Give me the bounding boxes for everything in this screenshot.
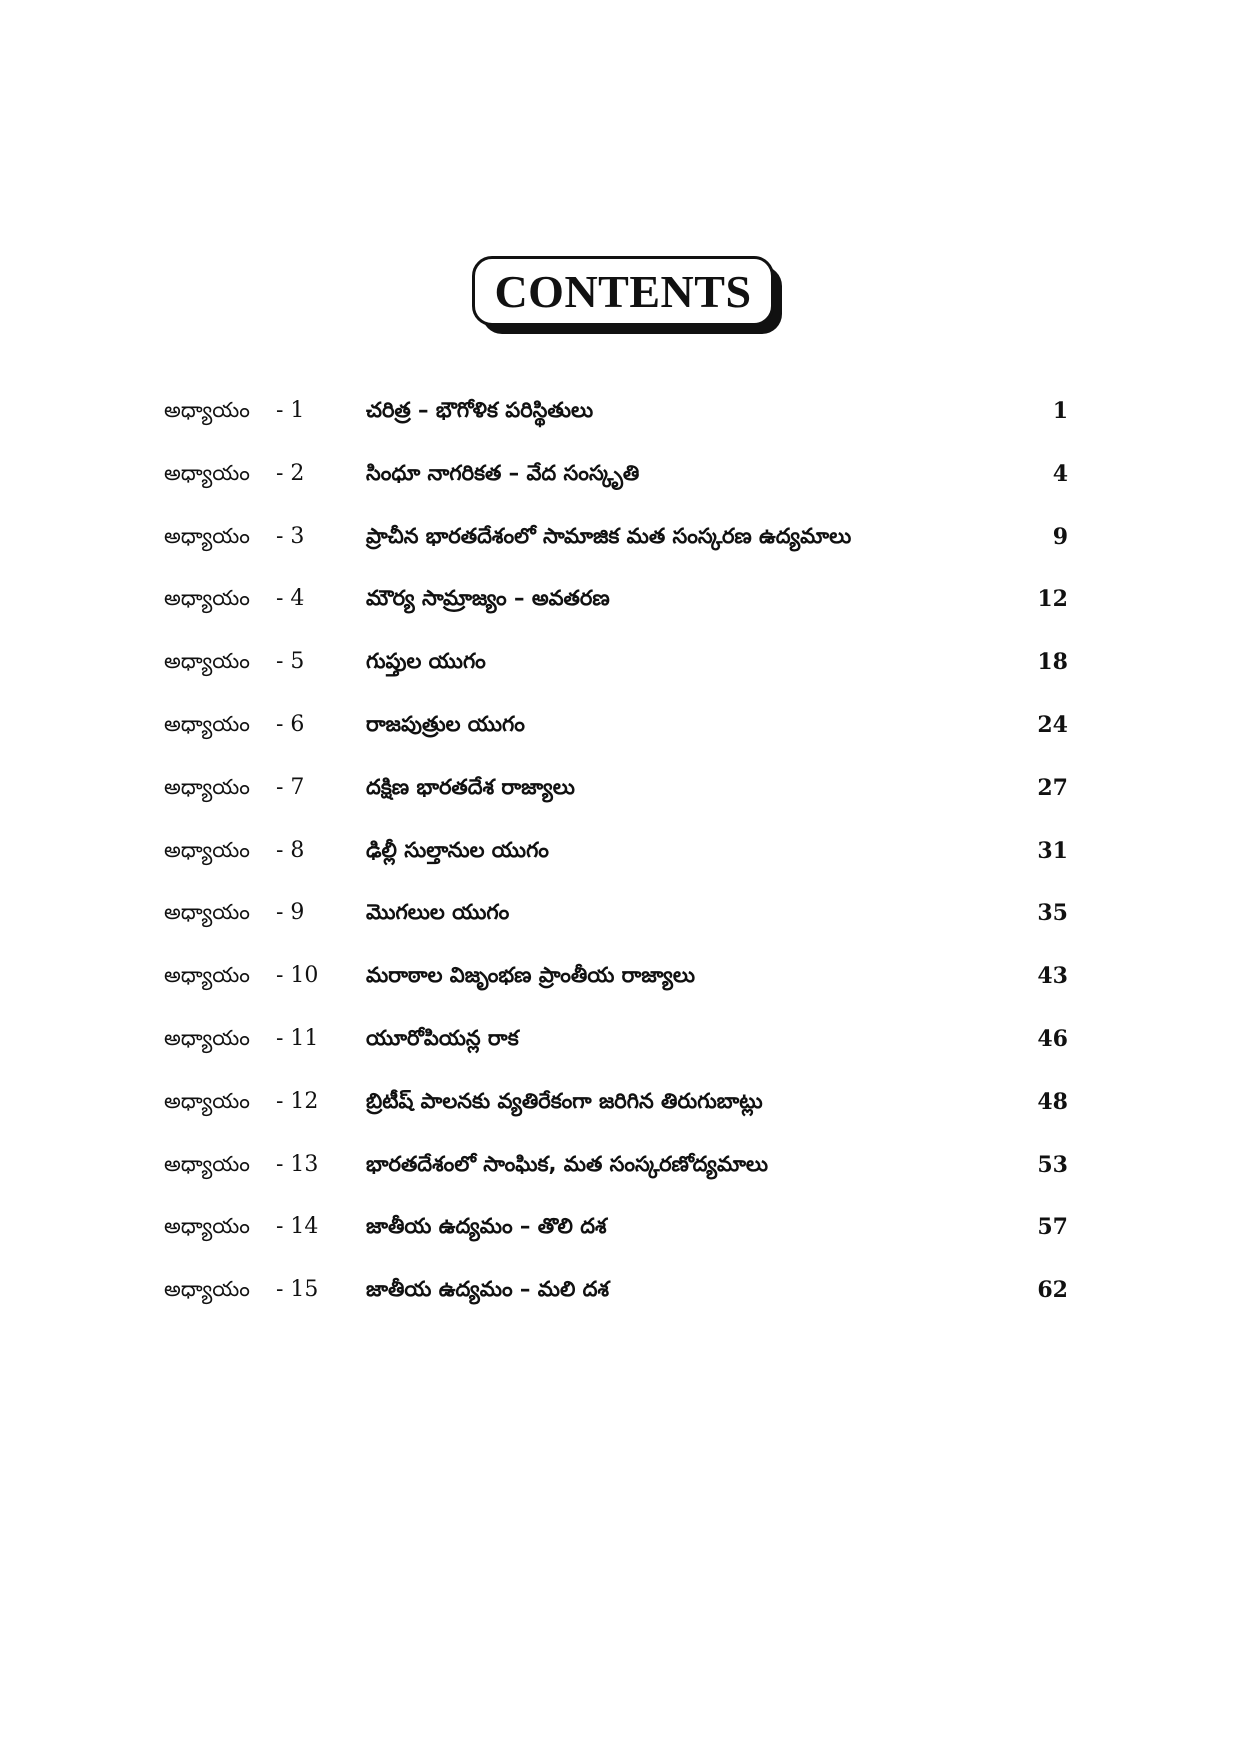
chapter-label: అధ్యాయం bbox=[164, 1277, 250, 1302]
chapter-label: అధ్యాయం bbox=[164, 586, 250, 611]
page-number: 53 bbox=[1037, 1151, 1068, 1178]
chapter-number: - 1 bbox=[276, 398, 305, 423]
chapter-label: అధ్యాయం bbox=[164, 1088, 250, 1113]
chapter-title: ప్రాచీన భారతదేశంలో సామాజిక మత సంస్కరణ ఉద్యమాలు bbox=[366, 523, 852, 548]
chapter-title: భారతదేశంలో సాంఘిక, మత సంస్కరణోద్యమాలు bbox=[366, 1151, 769, 1176]
chapter-number: - 5 bbox=[276, 649, 305, 675]
chapter-label: అధ్యాయం bbox=[164, 398, 250, 422]
chapter-number: - 13 bbox=[276, 1151, 319, 1177]
chapter-number: - 4 bbox=[276, 586, 305, 612]
chapter-number: - 15 bbox=[276, 1277, 319, 1303]
toc-entry[interactable] bbox=[164, 1089, 1068, 1152]
page-number: 48 bbox=[1037, 1088, 1068, 1115]
chapter-title: చరిత్ర – భౌగోళిక పరిస్థితులు bbox=[366, 398, 594, 422]
toc-entry[interactable] bbox=[164, 524, 1068, 587]
chapter-number: - 11 bbox=[276, 1025, 319, 1051]
chapter-number: - 3 bbox=[276, 523, 305, 549]
page-number: 1 bbox=[1052, 398, 1068, 424]
page-number: 62 bbox=[1037, 1277, 1068, 1304]
chapter-title: ఢిల్లీ సుల్తానుల యుగం bbox=[366, 837, 549, 862]
page-number: 24 bbox=[1037, 711, 1068, 738]
page-number: 35 bbox=[1037, 900, 1068, 927]
chapter-label: అధ్యాయం bbox=[164, 649, 250, 674]
page-number: 57 bbox=[1037, 1214, 1068, 1241]
toc-entry[interactable] bbox=[164, 1214, 1068, 1277]
toc-entry[interactable] bbox=[164, 1277, 1068, 1340]
page-number: 9 bbox=[1052, 523, 1068, 550]
chapter-label: అధ్యాయం bbox=[164, 900, 250, 925]
chapter-label: అధ్యాయం bbox=[164, 1025, 250, 1050]
chapter-title: సింధూ నాగరికత – వేద సంస్కృతి bbox=[366, 460, 640, 485]
chapter-number: - 6 bbox=[276, 711, 305, 737]
heading-frame bbox=[472, 256, 774, 326]
contents-heading-box bbox=[472, 256, 780, 332]
toc-entry[interactable] bbox=[164, 775, 1068, 838]
chapter-number: - 9 bbox=[276, 900, 305, 926]
toc-entry[interactable] bbox=[164, 649, 1068, 712]
page-number: 31 bbox=[1037, 837, 1068, 864]
chapter-label: అధ్యాయం bbox=[164, 1151, 250, 1176]
chapter-number: - 10 bbox=[276, 963, 319, 989]
toc-entry[interactable] bbox=[164, 1152, 1068, 1215]
page-number: 27 bbox=[1037, 774, 1068, 801]
chapter-title: జాతీయ ఉద్యమం – మలి దశ bbox=[366, 1277, 610, 1302]
chapter-title: బ్రిటీష్ పాలనకు వ్యతిరేకంగా జరిగిన తిరుగుబాట్లు bbox=[366, 1088, 763, 1113]
page-number: 18 bbox=[1037, 649, 1068, 676]
chapter-number: - 14 bbox=[276, 1214, 319, 1240]
table-of-contents bbox=[164, 398, 1068, 1340]
chapter-title: దక్షిణ భారతదేశ రాజ్యాలు bbox=[366, 774, 575, 799]
toc-entry[interactable] bbox=[164, 586, 1068, 649]
toc-entry[interactable] bbox=[164, 712, 1068, 775]
chapter-label: అధ్యాయం bbox=[164, 523, 250, 548]
toc-entry[interactable] bbox=[164, 900, 1068, 963]
chapter-label: అధ్యాయం bbox=[164, 460, 250, 485]
chapter-title: మౌర్య సామ్రాజ్యం – అవతరణ bbox=[366, 586, 610, 611]
page-number: 43 bbox=[1037, 963, 1068, 990]
chapter-number: - 8 bbox=[276, 837, 305, 863]
chapter-number: - 2 bbox=[276, 460, 305, 486]
chapter-label: అధ్యాయం bbox=[164, 963, 250, 988]
toc-entry[interactable] bbox=[164, 1026, 1068, 1089]
chapter-title: యూరోపియన్ల రాక bbox=[366, 1025, 519, 1050]
toc-entry[interactable] bbox=[164, 838, 1068, 901]
page-number: 46 bbox=[1037, 1025, 1068, 1052]
chapter-label: అధ్యాయం bbox=[164, 837, 250, 862]
toc-entry[interactable] bbox=[164, 963, 1068, 1026]
chapter-number: - 12 bbox=[276, 1088, 319, 1114]
chapter-number: - 7 bbox=[276, 774, 305, 800]
toc-entry[interactable] bbox=[164, 461, 1068, 524]
toc-entry[interactable] bbox=[164, 398, 1068, 461]
page-title: CONTENTS bbox=[494, 265, 752, 317]
page-number: 4 bbox=[1052, 460, 1068, 487]
chapter-label: అధ్యాయం bbox=[164, 711, 250, 736]
chapter-title: రాజపుత్రుల యుగం bbox=[366, 711, 525, 736]
chapter-title: మొగలుల యుగం bbox=[366, 900, 510, 925]
chapter-label: అధ్యాయం bbox=[164, 1214, 250, 1239]
chapter-title: జాతీయ ఉద్యమం – తొలి దశ bbox=[366, 1214, 607, 1239]
chapter-title: మరాఠాల విజృంభణ ప్రాంతీయ రాజ్యాలు bbox=[366, 963, 696, 988]
chapter-label: అధ్యాయం bbox=[164, 774, 250, 799]
page-number: 12 bbox=[1037, 586, 1068, 613]
chapter-title: గుప్తుల యుగం bbox=[366, 649, 486, 674]
